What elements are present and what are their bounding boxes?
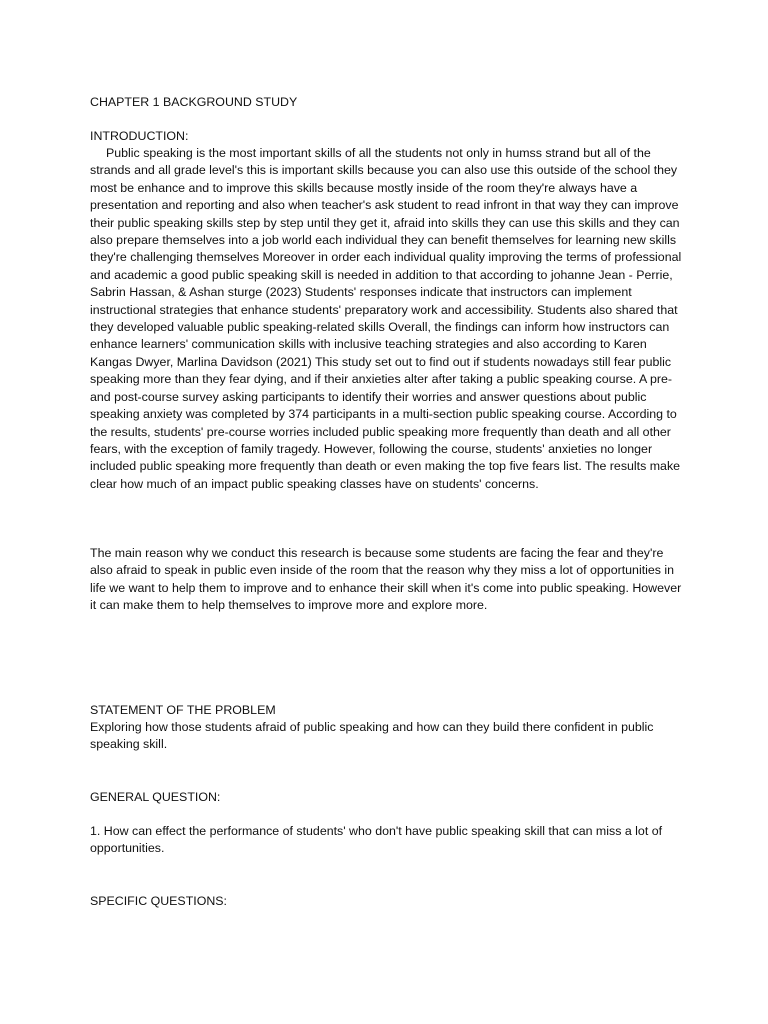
introduction-paragraph: Public speaking is the most important skills of all the students not only in humss strand but all of the strands and all grade level's this is important skills because you can also use this outside of the school they most be enhance and to improve this skills because mostly inside of the room they're always have a presentation and reporting and also when teacher's ask student to read infront in that way they can improve their public speaking skills step by step until they get it, afraid into skills they can use this skills and they can also prepare themselves into a job world each individual they can benefit themselves for learning new skills they're challenging themselves Moreover in order each individual quality improving the terms of professional and academic a good public speaking skill is needed in addition to that according to johanne Jean - Perrie, Sabrin Hassan, & Ashan sturge (2023) Students' responses indicate that instructors can implement instructional strategies that enhance students' preparatory work and accessibility. Students also shared that they developed valuable public speaking-related skills Overall, the findings can inform how instructors can enhance learners' communication skills with inclusive teaching strategies and also according to Karen Kangas Dwyer, Marlina Davidson (2021) This study set out to find out if students nowadays still fear public speaking more than they fear dying, and if their anxieties alter after taking a public speaking course. A pre- and post-course survey asking participants to identify their worries and answer questions about public speaking anxiety was completed by 374 participants in a multi-section public speaking course. According to the results, students' pre-course worries included public speaking more frequently than death and all other fears, with the exception of family tragedy. However, following the course, students' anxieties no longer included public speaking more frequently than death or even making the top five fears list. The results make clear how much of an impact public speaking classes have on students' concerns. <box>90 146 682 491</box>
introduction-heading: INTRODUCTION: <box>90 129 189 143</box>
statement-of-problem-paragraph: Exploring how those students afraid of public speaking and how can they build there confident in public speaking skill. <box>90 720 654 752</box>
general-question-item: 1. How can effect the performance of students' who don't have public speaking skill that can miss a lot of opportunities. <box>90 824 663 856</box>
chapter-title: CHAPTER 1 BACKGROUND STUDY <box>90 95 298 109</box>
general-question-heading: GENERAL QUESTION: <box>90 790 221 804</box>
statement-of-problem-heading: STATEMENT OF THE PROBLEM <box>90 703 276 717</box>
research-reason-paragraph: The main reason why we conduct this research is because some students are facing the fear and they're also afraid to speak in public even inside of the room that the reason why they miss a lot of opportunities in life we want to help them to improve and to enhance their skill when it's come into public speaking. However it can make them to help themselves to improve more and explore more. <box>90 546 682 613</box>
specific-questions-heading: SPECIFIC QUESTIONS: <box>90 894 228 908</box>
